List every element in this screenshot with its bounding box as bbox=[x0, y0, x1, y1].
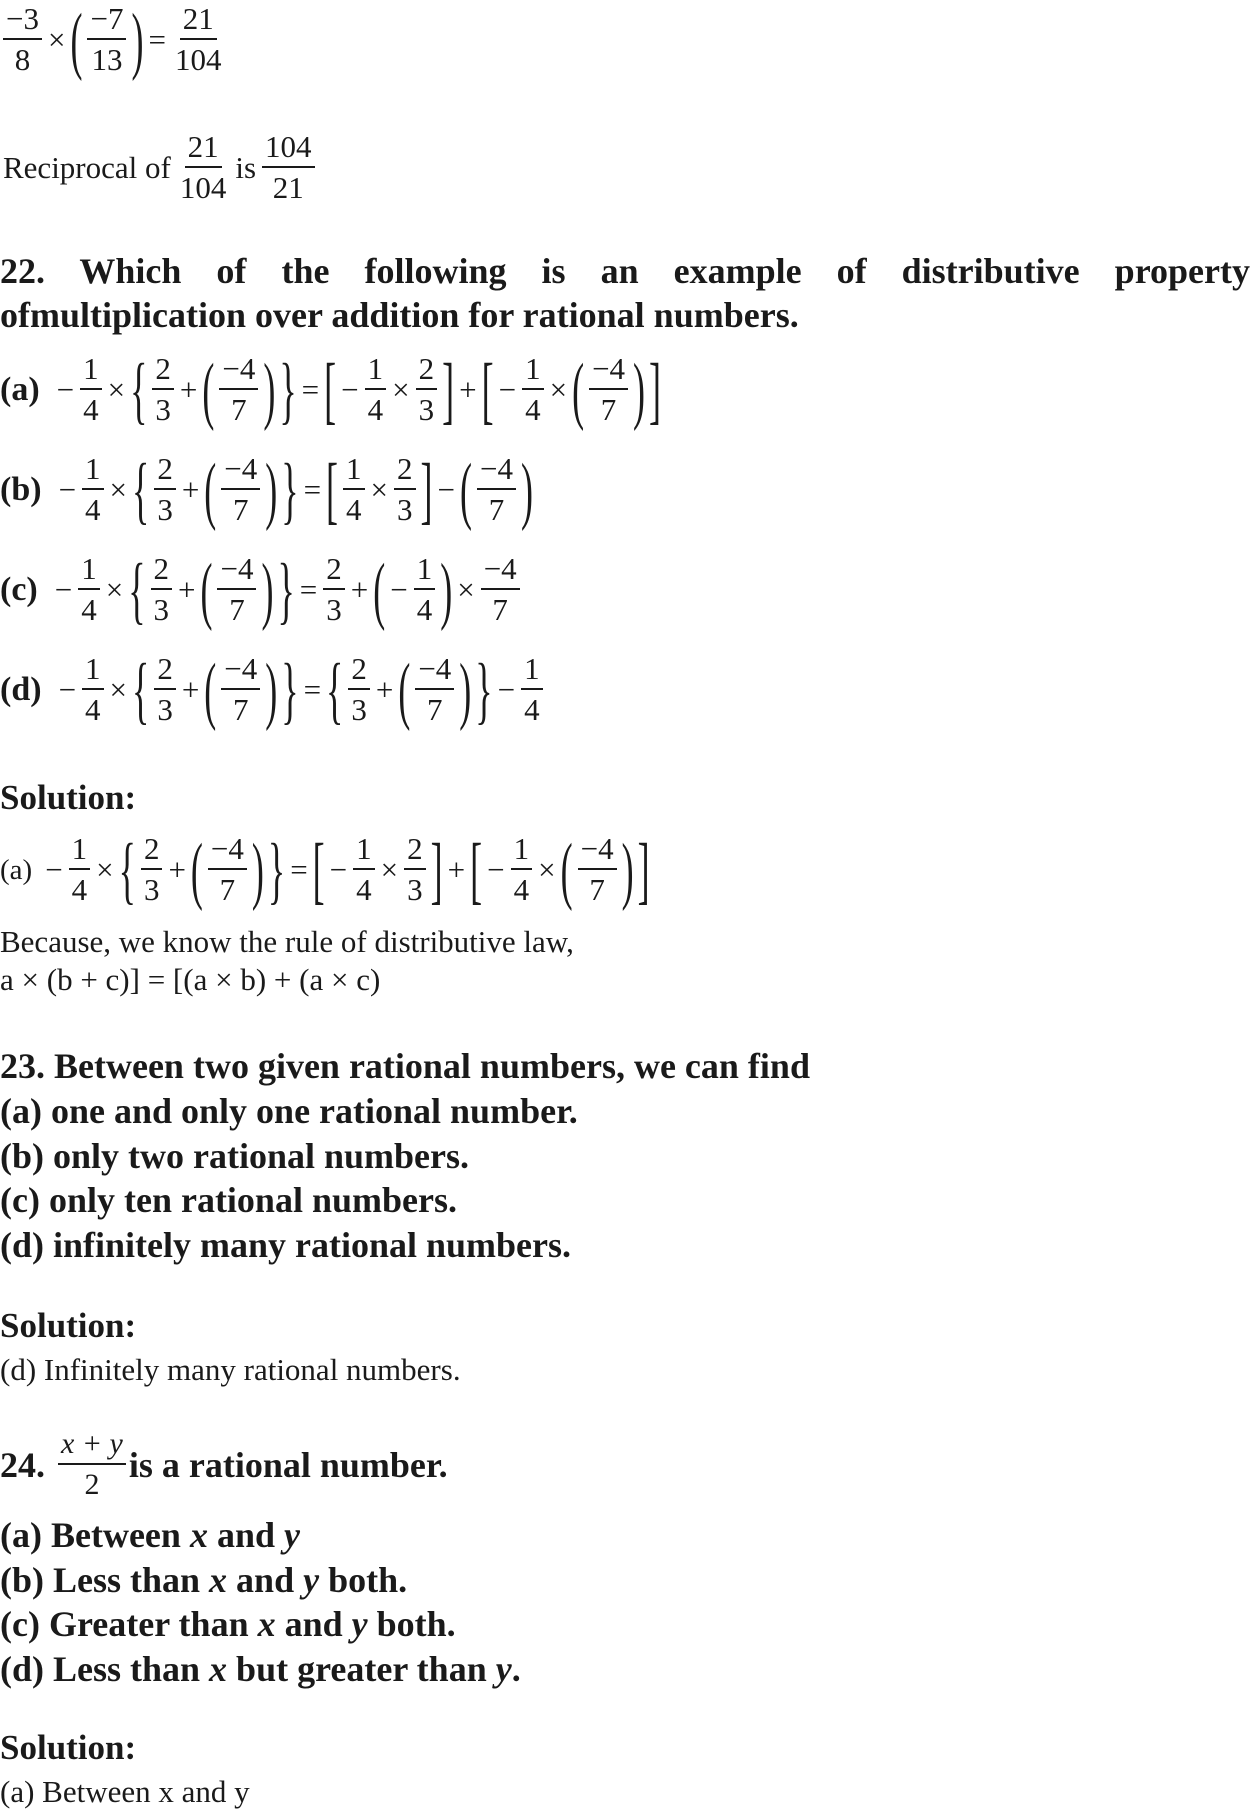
option-text: and bbox=[227, 1560, 304, 1600]
fraction-numerator: 104 bbox=[262, 128, 315, 168]
calculation-line bbox=[0, 0, 227, 83]
fraction-denominator: 3 bbox=[155, 392, 171, 427]
math-text: × bbox=[538, 852, 556, 887]
fraction bbox=[82, 650, 104, 730]
bracket: ( bbox=[70, 0, 83, 83]
fraction-numerator: 1 bbox=[80, 350, 102, 390]
option-text: both. bbox=[367, 1604, 456, 1644]
math-text: − bbox=[45, 852, 63, 887]
fraction bbox=[69, 830, 91, 910]
math-text: × bbox=[370, 472, 389, 507]
math-text: = bbox=[303, 672, 322, 707]
fraction bbox=[414, 550, 436, 630]
q22-solution-rule: a × (b + c)] = [(a × b) + (a × c) bbox=[0, 962, 381, 997]
q22-option-a bbox=[0, 350, 663, 430]
math-text: + bbox=[168, 852, 186, 887]
math-text: × bbox=[105, 572, 124, 607]
fraction bbox=[348, 650, 370, 730]
math-text: − bbox=[497, 672, 516, 707]
math-text: = bbox=[303, 472, 322, 507]
fraction bbox=[416, 350, 438, 430]
fraction-numerator: −4 bbox=[219, 350, 258, 390]
math-text: is bbox=[235, 150, 257, 185]
math-text: + bbox=[178, 572, 196, 607]
fraction bbox=[522, 350, 544, 430]
fraction-numerator: 1 bbox=[521, 650, 543, 690]
fraction-numerator: 2 bbox=[416, 350, 438, 390]
bracket: { bbox=[326, 648, 344, 732]
var-x: x bbox=[189, 1515, 208, 1555]
fraction-denominator: 21 bbox=[272, 170, 304, 205]
fraction bbox=[219, 350, 258, 430]
fraction-denominator: 4 bbox=[525, 392, 541, 427]
fraction-denominator: 4 bbox=[81, 592, 97, 627]
var-x: x bbox=[209, 1560, 228, 1600]
bracket: [ bbox=[326, 448, 339, 532]
var-y: y bbox=[303, 1560, 320, 1600]
fraction-numerator: 2 bbox=[152, 350, 174, 390]
option-label: (a) bbox=[0, 853, 33, 886]
fraction-numerator: 1 bbox=[353, 830, 375, 870]
fraction-denominator: 104 bbox=[174, 42, 222, 77]
fraction-numerator: 2 bbox=[154, 650, 176, 690]
bracket: ) bbox=[263, 348, 276, 432]
math-text: − bbox=[487, 852, 505, 887]
fraction bbox=[262, 128, 315, 208]
math-text: × bbox=[549, 372, 568, 407]
fraction-denominator: 4 bbox=[524, 692, 540, 727]
math-text: − bbox=[329, 852, 348, 887]
var-y: y bbox=[495, 1649, 512, 1689]
bracket: ( bbox=[204, 648, 217, 732]
bracket: ( bbox=[202, 348, 215, 432]
bracket: } bbox=[281, 448, 299, 532]
math-text: + bbox=[181, 472, 200, 507]
bracket: } bbox=[281, 648, 299, 732]
option-text: but greater than bbox=[227, 1649, 496, 1689]
bracket: [ bbox=[312, 828, 325, 912]
fraction-denominator: 7 bbox=[589, 872, 605, 907]
fraction-numerator: −4 bbox=[221, 450, 260, 490]
fraction bbox=[217, 550, 256, 630]
bracket: ( bbox=[572, 348, 585, 432]
fraction bbox=[87, 0, 126, 80]
fraction bbox=[365, 350, 387, 430]
bracket: ) bbox=[265, 448, 278, 532]
fraction-numerator: 1 bbox=[78, 550, 100, 590]
fraction bbox=[82, 450, 104, 530]
math-text: × bbox=[457, 572, 475, 607]
option-text: (b) Less than bbox=[0, 1560, 210, 1600]
bracket: ( bbox=[373, 548, 386, 632]
bracket: } bbox=[267, 828, 286, 912]
fraction-denominator: 3 bbox=[326, 592, 342, 627]
q22-solution-heading: Solution: bbox=[0, 778, 137, 817]
q22-solution-math bbox=[0, 830, 652, 910]
fraction bbox=[404, 830, 426, 910]
math-text: − bbox=[437, 472, 456, 507]
fraction bbox=[78, 550, 100, 630]
q22-option-d bbox=[0, 650, 546, 730]
fraction-denominator: 7 bbox=[600, 392, 617, 427]
option-text: (d) Less than bbox=[0, 1649, 210, 1689]
fraction-denominator: 4 bbox=[513, 872, 530, 907]
math-text: = bbox=[148, 22, 166, 57]
fraction-denominator: 7 bbox=[229, 592, 245, 627]
fraction-numerator: 2 bbox=[154, 450, 176, 490]
math-text: × bbox=[96, 852, 114, 887]
bracket: ] bbox=[442, 348, 455, 432]
bracket: ] bbox=[649, 348, 662, 432]
math-text: + bbox=[179, 372, 198, 407]
fraction-numerator: −4 bbox=[589, 350, 628, 390]
q23-option-d: (d) infinitely many rational numbers. bbox=[0, 1225, 572, 1265]
math-text: − bbox=[56, 372, 75, 407]
math-text: = bbox=[299, 572, 318, 607]
bracket: ( bbox=[190, 828, 203, 912]
math-text: − bbox=[390, 572, 408, 607]
fraction bbox=[151, 550, 173, 630]
fraction-numerator: 21 bbox=[185, 128, 222, 168]
fraction-denominator: 2 bbox=[84, 1468, 100, 1501]
fraction-denominator: 3 bbox=[397, 492, 413, 527]
math-text: × bbox=[109, 672, 128, 707]
bracket: ) bbox=[521, 448, 533, 532]
bracket: ( bbox=[398, 648, 411, 732]
bracket: ) bbox=[131, 0, 144, 83]
q23-solution-heading: Solution: bbox=[0, 1306, 137, 1345]
fraction-denominator: 4 bbox=[85, 492, 101, 527]
math-text: × bbox=[392, 372, 410, 407]
bracket: { bbox=[128, 548, 146, 632]
fraction bbox=[477, 450, 516, 530]
fraction-numerator: 1 bbox=[82, 450, 104, 490]
fraction-numerator: −4 bbox=[208, 830, 247, 870]
fraction-denominator: 3 bbox=[351, 692, 367, 727]
fraction-numerator: −7 bbox=[87, 0, 126, 40]
q24-option-c bbox=[0, 1603, 456, 1645]
fraction-numerator: 2 bbox=[151, 550, 173, 590]
fraction-numerator: −4 bbox=[481, 550, 520, 590]
math-text: Reciprocal of bbox=[3, 150, 171, 185]
bracket: ) bbox=[251, 828, 264, 912]
bracket: } bbox=[277, 548, 295, 632]
fraction bbox=[172, 0, 225, 80]
option-text: both. bbox=[319, 1560, 408, 1600]
fraction-numerator: x + y bbox=[58, 1425, 126, 1465]
fraction-denominator: 104 bbox=[179, 170, 227, 205]
fraction-denominator: 7 bbox=[492, 592, 508, 627]
math-text: × bbox=[47, 22, 66, 57]
question-24 bbox=[0, 1425, 448, 1505]
fraction bbox=[208, 830, 247, 910]
option-text: (a) Between bbox=[0, 1515, 190, 1555]
fraction-denominator: 8 bbox=[14, 42, 31, 77]
option-label: (d) bbox=[0, 671, 42, 708]
fraction-denominator: 4 bbox=[416, 592, 433, 627]
fraction bbox=[511, 830, 533, 910]
option-label: (a) bbox=[0, 371, 40, 408]
fraction bbox=[141, 830, 163, 910]
fraction-numerator: −4 bbox=[217, 550, 256, 590]
math-text: = bbox=[301, 372, 320, 407]
bracket: { bbox=[132, 648, 150, 732]
fraction-numerator: −4 bbox=[221, 650, 260, 690]
q24-solution: (a) Between x and y bbox=[0, 1774, 250, 1809]
math-text: + bbox=[350, 572, 369, 607]
bracket: ) bbox=[261, 548, 274, 632]
math-text: + bbox=[459, 372, 477, 407]
q22-option-b bbox=[0, 450, 535, 530]
fraction-numerator: 1 bbox=[511, 830, 533, 870]
fraction-denominator: 3 bbox=[157, 692, 173, 727]
fraction-numerator: −4 bbox=[415, 650, 454, 690]
bracket: ( bbox=[460, 448, 473, 532]
fraction bbox=[154, 650, 176, 730]
fraction-denominator: 3 bbox=[143, 872, 160, 907]
question-22-line-2: ofmultiplication over addition for rational numbers. bbox=[0, 295, 799, 335]
fraction bbox=[323, 550, 345, 630]
bracket: } bbox=[475, 648, 493, 732]
bracket: ) bbox=[265, 648, 278, 732]
fraction bbox=[343, 450, 365, 530]
bracket: { bbox=[132, 448, 150, 532]
fraction-denominator: 7 bbox=[231, 392, 247, 427]
q24-option-b bbox=[0, 1559, 407, 1601]
fraction bbox=[177, 128, 230, 208]
bracket: [ bbox=[481, 348, 494, 432]
bracket: ) bbox=[621, 828, 634, 912]
fraction-denominator: 7 bbox=[219, 872, 236, 907]
math-text: + bbox=[375, 672, 394, 707]
question-22-line-1: 22. Which of the following is an example of distributive property bbox=[0, 251, 1250, 291]
fraction-denominator: 3 bbox=[153, 592, 169, 627]
math-text: − bbox=[54, 572, 73, 607]
math-text: − bbox=[341, 372, 359, 407]
fraction bbox=[481, 550, 520, 630]
fraction-numerator: 1 bbox=[522, 350, 544, 390]
fraction-numerator: 2 bbox=[323, 550, 345, 590]
bracket: ) bbox=[440, 548, 453, 632]
q24-number: 24. bbox=[0, 1445, 45, 1485]
fraction bbox=[3, 0, 42, 80]
bracket: ( bbox=[200, 548, 213, 632]
fraction-denominator: 4 bbox=[71, 872, 88, 907]
fraction-numerator: 1 bbox=[82, 650, 104, 690]
question-23: 23. Between two given rational numbers, we can find bbox=[0, 1046, 810, 1086]
fraction bbox=[521, 650, 543, 730]
var-y: y bbox=[283, 1515, 300, 1555]
q24-fraction bbox=[58, 1425, 126, 1505]
fraction-numerator: 2 bbox=[394, 450, 416, 490]
fraction-numerator: 2 bbox=[348, 650, 370, 690]
math-text: − bbox=[58, 672, 77, 707]
math-text: × bbox=[380, 852, 399, 887]
option-text: . bbox=[511, 1649, 521, 1689]
fraction-numerator: 2 bbox=[404, 830, 426, 870]
fraction-denominator: 4 bbox=[346, 492, 362, 527]
fraction bbox=[353, 830, 375, 910]
q23-option-a: (a) one and only one rational number. bbox=[0, 1091, 578, 1131]
fraction-numerator: 2 bbox=[141, 830, 163, 870]
bracket: } bbox=[279, 348, 297, 432]
fraction-denominator: 7 bbox=[233, 692, 249, 727]
q22-option-c bbox=[0, 550, 523, 630]
fraction bbox=[415, 650, 454, 730]
fraction bbox=[221, 650, 260, 730]
fraction-numerator: 21 bbox=[180, 0, 217, 40]
math-text: − bbox=[498, 372, 517, 407]
q24-option-a bbox=[0, 1514, 300, 1556]
q23-option-c: (c) only ten rational numbers. bbox=[0, 1180, 457, 1220]
bracket: ( bbox=[204, 448, 217, 532]
fraction-denominator: 3 bbox=[418, 392, 435, 427]
fraction-numerator: −3 bbox=[3, 0, 42, 40]
fraction bbox=[394, 450, 416, 530]
fraction-denominator: 7 bbox=[488, 492, 505, 527]
math-text: + bbox=[181, 672, 200, 707]
fraction-denominator: 4 bbox=[356, 872, 372, 907]
var-y: y bbox=[351, 1604, 368, 1644]
bracket: ] bbox=[430, 828, 443, 912]
q22-solution-because: Because, we know the rule of distributive law, bbox=[0, 924, 574, 959]
q23-solution: (d) Infinitely many rational numbers. bbox=[0, 1352, 461, 1387]
bracket: ( bbox=[560, 828, 573, 912]
fraction-numerator: −4 bbox=[477, 450, 516, 490]
bracket: { bbox=[130, 348, 148, 432]
option-label: (c) bbox=[0, 571, 38, 608]
q24-option-d bbox=[0, 1648, 521, 1690]
fraction bbox=[154, 450, 176, 530]
fraction bbox=[578, 830, 617, 910]
bracket: ) bbox=[459, 648, 472, 732]
fraction bbox=[152, 350, 174, 430]
math-text: × bbox=[107, 372, 126, 407]
math-text: − bbox=[58, 472, 77, 507]
var-x: x bbox=[209, 1649, 228, 1689]
bracket: [ bbox=[324, 348, 337, 432]
fraction-denominator: 3 bbox=[407, 872, 423, 907]
option-label: (b) bbox=[0, 471, 42, 508]
bracket: ) bbox=[633, 348, 646, 432]
fraction-denominator: 7 bbox=[427, 692, 443, 727]
fraction-denominator: 4 bbox=[367, 392, 384, 427]
math-text: × bbox=[109, 472, 128, 507]
fraction bbox=[589, 350, 628, 430]
fraction-numerator: −4 bbox=[578, 830, 617, 870]
q24-solution-heading: Solution: bbox=[0, 1728, 137, 1767]
option-text: (c) Greater than bbox=[0, 1604, 258, 1644]
var-x: x bbox=[257, 1604, 276, 1644]
fraction-denominator: 4 bbox=[85, 692, 101, 727]
fraction bbox=[221, 450, 260, 530]
fraction-numerator: 1 bbox=[414, 550, 436, 590]
bracket: ] bbox=[637, 828, 650, 912]
bracket: [ bbox=[470, 828, 483, 912]
fraction-denominator: 7 bbox=[233, 492, 249, 527]
fraction bbox=[80, 350, 102, 430]
fraction-numerator: 1 bbox=[365, 350, 387, 390]
reciprocal-line bbox=[0, 128, 318, 208]
fraction-denominator: 3 bbox=[157, 492, 173, 527]
fraction-numerator: 1 bbox=[69, 830, 91, 870]
math-text: = bbox=[290, 852, 308, 887]
option-text: and bbox=[207, 1515, 284, 1555]
math-text: + bbox=[447, 852, 466, 887]
q23-option-b: (b) only two rational numbers. bbox=[0, 1136, 470, 1176]
q24-text: is a rational number. bbox=[128, 1445, 448, 1485]
bracket: { bbox=[118, 828, 136, 912]
fraction-denominator: 4 bbox=[83, 392, 99, 427]
fraction-numerator: 1 bbox=[343, 450, 365, 490]
bracket: ] bbox=[420, 448, 433, 532]
fraction-denominator: 13 bbox=[91, 42, 123, 77]
option-text: and bbox=[275, 1604, 352, 1644]
